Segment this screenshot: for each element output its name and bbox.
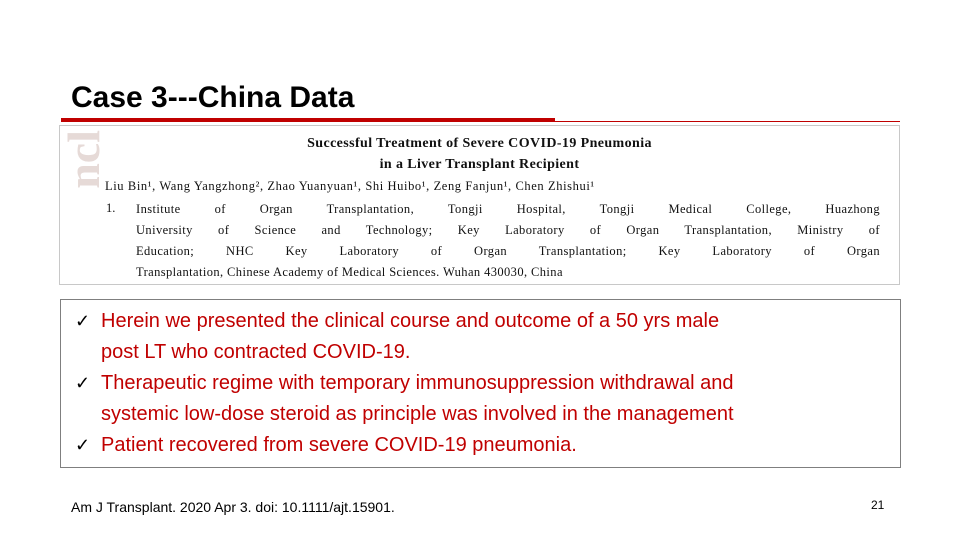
- checkmark-icon: ✓: [75, 373, 91, 393]
- affiliation-line: Institute of Organ Transplantation, Tongji Hospital, Tongji Medical College, Huazhong: [136, 202, 880, 216]
- summary-box: [60, 299, 901, 468]
- bullet-line: Herein we presented the clinical course and outcome of a 50 yrs male: [101, 310, 720, 332]
- bullet-line: Therapeutic regime with temporary immunosuppression withdrawal and: [101, 372, 734, 394]
- checkmark-icon: ✓: [75, 311, 91, 331]
- bullet-text: [101, 430, 577, 461]
- paper-title-line-1: Successful Treatment of Severe COVID-19 Pneumonia: [307, 136, 652, 151]
- bullet-text: [101, 306, 719, 368]
- title-underline-thin: [555, 121, 900, 122]
- citation: Am J Transplant. 2020 Apr 3. doi: 10.1111/ajt.15901.: [71, 499, 395, 515]
- bullet-line: Patient recovered from severe COVID-19 pneumonia.: [101, 434, 577, 456]
- watermark-text: ncl: [58, 130, 109, 189]
- journal-watermark: [58, 130, 109, 280]
- paper-authors: Liu Bin¹, Wang Yangzhong², Zhao Yuanyuan¹, Shi Huibo¹, Zeng Fanjun¹, Chen Zhishui¹: [105, 179, 595, 193]
- page-number: 21: [871, 498, 885, 512]
- bullet-text: [101, 368, 734, 430]
- title-underline: [61, 118, 555, 122]
- affiliation-line: Education; NHC Key Laboratory of Organ Transplantation; Key Laboratory of Organ: [136, 244, 880, 258]
- affiliation-line: University of Science and Technology; Key Laboratory of Organ Transplantation, Ministry of: [136, 223, 880, 237]
- paper-title-line-2: in a Liver Transplant Recipient: [379, 157, 580, 172]
- slide-title: Case 3---China Data: [71, 81, 355, 114]
- affiliation-line: Transplantation, Chinese Academy of Medical Sciences. Wuhan 430030, China: [136, 265, 563, 279]
- affiliation-number: 1.: [106, 201, 116, 215]
- checkmark-icon: ✓: [75, 435, 91, 455]
- paper-header-image: [59, 125, 900, 285]
- bullet-line: post LT who contracted COVID-19.: [101, 341, 411, 363]
- bullet-line: systemic low-dose steroid as principle was involved in the management: [101, 403, 734, 425]
